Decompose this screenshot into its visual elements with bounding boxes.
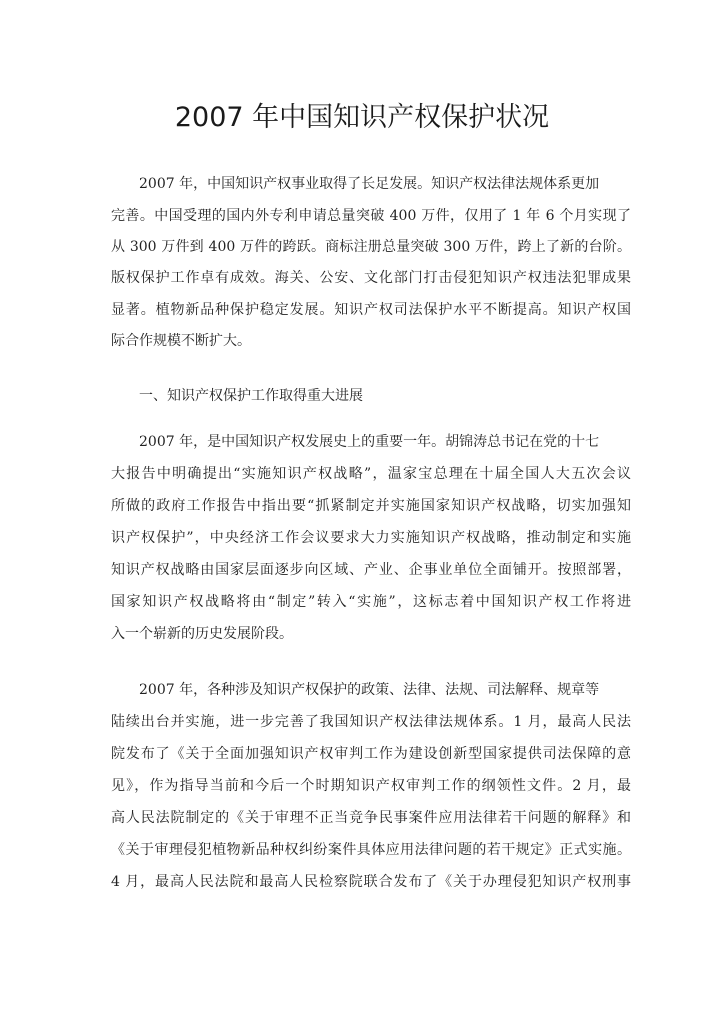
paragraph-line: 《关于审理侵犯植物新品种权纠纷案件具体应用法律问题的若干规定》正式实施。 [111,842,631,858]
paragraph-line: 4 月，最高人民法院和最高人民检察院联合发布了《关于办理侵犯知识产权刑事 [111,874,631,890]
paragraph-line: 显著。植物新品种保护稳定发展。知识产权司法保护水平不断提高。知识产权国 [111,302,631,318]
paragraph-line: 从 300 万件到 400 万件的跨跃。商标注册总量突破 300 万件，跨上了新的台阶。 [111,239,631,255]
paragraph-line: 版权保护工作卓有成效。海关、公安、文化部门打击侵犯知识产权违法犯罪成果 [111,270,631,286]
paragraph-line: 2007 年，各种涉及知识产权保护的政策、法律、法规、司法解释、规章等 [139,682,600,698]
paragraph-line: 院发布了《关于全面加强知识产权审判工作为建设创新型国家提供司法保障的意 [111,746,631,762]
paragraph-line: 2007 年，是中国知识产权发展史上的重要一年。胡锦涛总书记在党的十七 [139,434,600,450]
paragraph-line: 大报告中明确提出“实施知识产权战略”，温家宝总理在十届全国人大五次会议 [111,466,631,482]
paragraph-line: 高人民法院制定的《关于审理不正当竞争民事案件应用法律若干问题的解释》和 [111,810,631,826]
paragraph-line: 所做的政府工作报告中指出要“抓紧制定并实施国家知识产权战略，切实加强知 [111,498,631,514]
paragraph-line: 国家知识产权战略将由“制定”转入“实施”，这标志着中国知识产权工作将进 [111,594,631,610]
paragraph-line: 识产权保护”，中央经济工作会议要求大力实施知识产权战略，推动制定和实施 [111,530,631,546]
paragraph-line: 知识产权战略由国家层面逐步向区域、产业、企事业单位全面铺开。按照部署， [111,562,631,578]
paragraph-line: 见》，作为指导当前和今后一个时期知识产权审判工作的纲领性文件。2 月，最 [111,778,631,794]
page-title: 2007 年中国知识产权保护状况 [174,102,550,133]
paragraph-line: 完善。中国受理的国内外专利申请总量突破 400 万件，仅用了 1 年 6 个月实现了 [111,208,631,224]
section-heading: 一、知识产权保护工作取得重大进展 [139,388,363,404]
paragraph-line: 际合作规模不断扩大。 [111,333,251,349]
paragraph-line: 陆续出台并实施，进一步完善了我国知识产权法律法规体系。1 月，最高人民法 [111,714,631,730]
paragraph-line: 入一个崭新的历史发展阶段。 [111,626,293,642]
paragraph-line: 2007 年，中国知识产权事业取得了长足发展。知识产权法律法规体系更加 [139,176,600,192]
